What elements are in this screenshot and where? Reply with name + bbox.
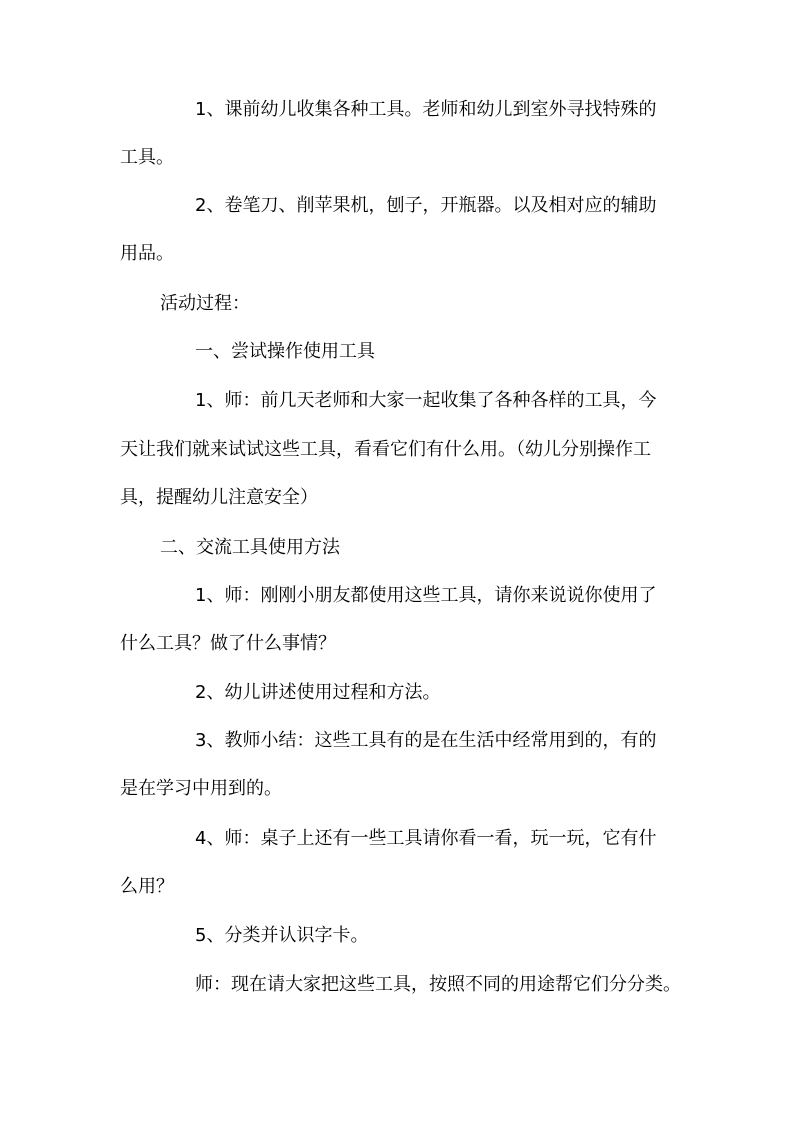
paragraph-line: 工具。: [120, 147, 174, 168]
paragraph-line: 1、课前幼儿收集各种工具。老师和幼儿到室外寻找特殊的: [195, 99, 657, 120]
paragraph-line: 用品。: [120, 243, 174, 264]
paragraph-line: 3、教师小结：这些工具有的是在生活中经常用到的，有的: [195, 730, 657, 751]
section-heading: 一、尝试操作使用工具: [195, 341, 375, 362]
paragraph-line: 具，提醒幼儿注意安全）: [120, 487, 318, 508]
paragraph-line: 1、师：刚刚小朋友都使用这些工具，请你来说说你使用了: [195, 585, 657, 606]
paragraph-line: 师：现在请大家把这些工具，按照不同的用途帮它们分分类。: [195, 974, 681, 995]
paragraph-line: 1、师：前几天老师和大家一起收集了各种各样的工具，今: [195, 390, 657, 411]
paragraph-line: 2、幼儿讲述使用过程和方法。: [195, 682, 441, 703]
paragraph-line: 2、卷笔刀、削苹果机，刨子，开瓶器。以及相对应的辅助: [195, 195, 657, 216]
paragraph-line: 5、分类并认识字卡。: [195, 925, 369, 946]
paragraph-line: 4、师：桌子上还有一些工具请你看一看，玩一玩，它有什: [195, 828, 657, 849]
paragraph-line: 天让我们就来试试这些工具，看看它们有什么用。（幼儿分别操作工: [120, 439, 651, 460]
paragraph-line: 是在学习中用到的。: [120, 778, 282, 799]
paragraph-line: 什么工具？做了什么事情？: [120, 633, 336, 654]
section-heading: 二、交流工具使用方法: [160, 537, 340, 558]
section-heading: 活动过程：: [160, 293, 250, 314]
paragraph-line: 么用？: [120, 876, 174, 897]
